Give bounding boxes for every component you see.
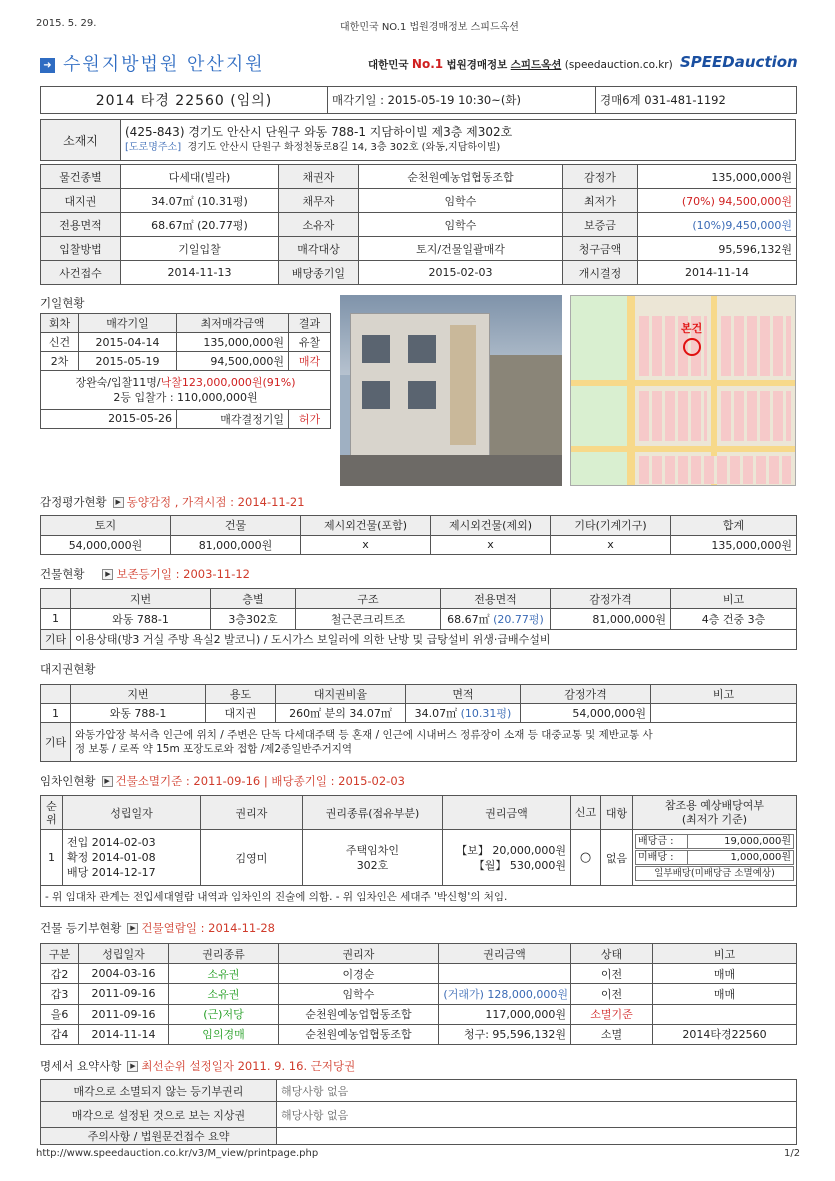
dividend-label: 배당금 : [636,835,688,848]
tenant-deposit: 【보】 20,000,000원 [456,843,566,857]
building-link[interactable]: 보존등기일 : 2003-11-12 [116,567,250,581]
summary-header [40,1058,355,1074]
building-etc: 이용상태(방3 거실 주방 욕실2 발코니) / 도시가스 보일러에 의한 난방 및 급탕설비 위생·급배수설비 [71,629,797,649]
registry-cell: 이전 [571,964,653,984]
summary-label: 매각으로 소멸되지 않는 등기부권리 [41,1080,277,1102]
appraisal-head: 건물 [171,516,301,536]
address-label: 소재지 [41,120,121,161]
summary-table [40,1079,797,1145]
appraisal-cell: 81,000,000원 [171,535,301,555]
schedule-head: 회차 [41,314,79,333]
appraisal-table [40,515,797,555]
building-head: 전용면적 [441,589,551,609]
info-label: 채무자 [279,189,359,213]
tenant-head: 대항 [601,796,633,830]
summary-label: 주의사항 / 법원문건접수 요약 [41,1128,277,1145]
info-value: 95,596,132원 [638,237,797,261]
tenant-head: 권리자 [201,796,303,830]
undividend-label: 미배당 : [636,851,688,864]
appraisal-cell: x [301,535,431,555]
info-value: 임학수 [359,189,563,213]
schedule-cell: 2015-04-14 [79,333,177,352]
tagline-url: (speedauction.co.kr) [564,59,673,71]
registry-link[interactable]: 건물열람일 : 2014-11-28 [141,921,275,935]
info-value: 34.07㎡ (10.31평) [121,189,279,213]
info-label: 전용면적 [41,213,121,237]
land-cell: 대지권 [206,704,276,723]
registry-right: 임의경매 [169,1024,279,1044]
dividend-value: 19,000,000원 [724,836,791,847]
summary-link[interactable]: 최선순위 설정일자 2011. 9. 16. 근저당권 [141,1059,356,1073]
registry-table [40,943,797,1045]
registry-cell: (거래가) 128,000,000원 [439,984,571,1004]
info-value: 2014-11-14 [638,261,797,285]
info-value: 임학수 [359,213,563,237]
case-number: 2014 타경 22560 (임의) [41,87,328,114]
info-label: 청구금액 [563,237,638,261]
tenant-table [40,795,797,907]
footer-url: http://www.speedauction.co.kr/v3/M_view/printpage.php [36,1148,319,1159]
summary-value: 해당사항 없음 [277,1080,797,1102]
schedule-head: 결과 [289,314,331,333]
schedule-table [40,313,331,429]
registry-cell: 갑2 [41,964,79,984]
tagline-pre: 대한민국 [368,59,409,71]
tenant-note: - 위 임대차 관계는 전입세대열람 내역과 임차인의 진술에 의함. - 위 임차인은 세대주 '박신형'의 처임. [41,886,797,907]
appraisal-link[interactable]: 동양감정 , 가격시점 : 2014-11-21 [126,495,305,509]
tenant-monthly: 【월】 530,000원 [473,858,566,872]
info-label: 입찰방법 [41,237,121,261]
map-label-main: 본건 [681,322,703,335]
print-title: 대한민국 NO.1 법원경매정보 스피드옥션 [340,22,519,33]
appraisal-head: 기타(기계기구) [551,516,671,536]
registry-cell: 2004-03-16 [79,964,169,984]
court-icon: ➜ [40,58,55,73]
dividend-note: 일부배당(미배당금 소멸예상) [635,866,794,881]
arrow-icon[interactable]: ▶ [127,923,138,934]
appraisal-title: 감정평가현황 [40,495,107,509]
building-head: 지번 [71,589,211,609]
registry-right: 소유권 [169,964,279,984]
arrow-icon[interactable]: ▶ [102,569,113,580]
building-cell: 3층302호 [211,609,296,629]
land-head: 대지권비율 [276,685,406,704]
footer-page: 1/2 [784,1148,801,1159]
tenant-report: ○ [571,830,601,886]
tenant-head: 권리종류(점유부분) [303,796,443,830]
building-etc-label: 기타 [41,629,71,649]
winner-price: 낙찰123,000,000원(91%) [160,376,296,390]
tagline-no1: No.1 [411,57,444,71]
decision-label: 매각결정기일 [177,409,289,428]
registry-cell: 갑3 [41,984,79,1004]
land-cell: 1 [41,704,71,723]
tenant-head: 권리금액 [443,796,571,830]
registry-head: 권리금액 [439,944,571,964]
tenant-kind: 주택임차인 [345,843,400,857]
address-main: (425-843) 경기도 안산시 단원구 와동 788-1 지담하이빌 제3층 제302호 [125,125,513,139]
tenant-head: 순위 [41,796,63,830]
arrow-icon[interactable]: ▶ [102,776,113,787]
summary-label: 매각으로 설정된 것으로 보는 지상권 [41,1102,277,1128]
land-cell: 260㎡ 분의 34.07㎡ [276,704,406,723]
schedule-cell: 94,500,000원 [177,352,289,371]
appraisal-cell: 135,000,000원 [671,535,797,555]
info-value: 135,000,000원 [638,165,797,189]
info-label: 물건종별 [41,165,121,189]
road-address-tag[interactable]: [도로명주소] [125,142,182,153]
appraisal-head: 제시외건물(포함) [301,516,431,536]
building-title: 건물현황 [40,567,85,581]
logo-auction: auction [734,53,798,71]
info-label: 대지권 [41,189,121,213]
registry-cell: 임학수 [279,984,439,1004]
appraisal-cell: x [551,535,671,555]
info-label: 사건접수 [41,261,121,285]
building-cell: 철근콘크리트조 [296,609,441,629]
building-area: 68.67㎡ [447,612,490,626]
info-label: 개시결정 [563,261,638,285]
tenant-date: 확정 2014-01-08 [67,851,156,864]
summary-title: 명세서 요약사항 [40,1059,122,1073]
building-cell: 81,000,000원 [551,609,671,629]
building-area-pyeong: (20.77평) [493,612,544,626]
info-label: 배당종기일 [279,261,359,285]
schedule-title: 기일현황 [40,296,85,310]
info-value: 기일입찰 [121,237,279,261]
info-value: 토지/건물일괄매각 [359,237,563,261]
arrow-icon[interactable]: ▶ [113,497,124,508]
building-cell: 1 [41,609,71,629]
appraisal-header [40,494,305,510]
building-cell: 와동 788-1 [71,609,211,629]
print-date: 2015. 5. 29. [36,18,97,29]
land-etc-label: 기타 [41,723,71,762]
land-etc-line2: 정 보통 / 로폭 약 15m 포장도로와 접함 /제2종일반주거지역 [75,743,353,755]
min-price: (70%) 94,500,000원 [638,189,797,213]
appraisal-head: 제시외건물(제외) [431,516,551,536]
case-header-table [40,86,797,114]
info-label: 소유자 [279,213,359,237]
summary-value: 해당사항 없음 [277,1102,797,1128]
tenant-kind-part: 302호 [356,858,389,872]
tenant-link[interactable]: 건물소멸기준 : 2011-09-16 | 배당종기일 : 2015-02-03 [115,774,405,788]
registry-cell [653,1004,797,1024]
land-area-pyeong: (10.31평) [460,707,512,720]
building-photo[interactable] [340,295,562,486]
schedule-cell: 2015-05-19 [79,352,177,371]
tenant-oppose: 없음 [601,830,633,886]
land-head: 지번 [71,685,206,704]
schedule-cell: 135,000,000원 [177,333,289,352]
tenant-date: 전입 2014-02-03 [67,836,156,849]
decision-date: 2015-05-26 [41,409,177,428]
dept-phone: 경매6계 031-481-1192 [596,87,797,114]
registry-cell: 갑4 [41,1024,79,1044]
info-label: 보증금 [563,213,638,237]
registry-cell: 소멸 [571,1024,653,1044]
appraisal-head: 합계 [671,516,797,536]
registry-cell [439,964,571,984]
tenant-holder: 김영미 [201,830,303,886]
sale-date: 매각기일 : 2015-05-19 10:30~(화) [328,87,596,114]
land-area: 34.07㎡ [414,707,458,720]
court-name: 수원지방법원 안산지원 [63,54,265,75]
building-head: 구조 [296,589,441,609]
info-label: 최저가 [563,189,638,213]
registry-cell: 순천원예농업협동조합 [279,1004,439,1024]
address-table [40,119,796,161]
registry-cell: 2014-11-14 [79,1024,169,1044]
logo-speed: SPEED [680,53,735,71]
schedule-head: 최저매각금액 [177,314,289,333]
schedule-cell: 2차 [41,352,79,371]
tenant-head: 성립일자 [63,796,201,830]
info-value: 68.67㎡ (20.77평) [121,213,279,237]
tenant-date: 배당 2014-12-17 [67,866,156,879]
summary-value [277,1128,797,1145]
land-title: 대지권현황 [40,662,96,676]
info-label: 매각대상 [279,237,359,261]
registry-cell: 이전 [571,984,653,1004]
registry-head: 상태 [571,944,653,964]
land-etc-line1: 와동가압장 북서측 인근에 위치 / 주변은 단독 다세대주택 등 혼재 / 인근에 시내버스 정류장이 소재 등 대중교통 및 제반교통 사 [75,729,653,741]
registry-head: 권리종류 [169,944,279,964]
registry-head: 비고 [653,944,797,964]
registry-cell: 매매 [653,964,797,984]
registry-head: 권리자 [279,944,439,964]
tenant-head: 참조용 예상배당여부 [664,798,765,812]
building-head: 감정가격 [551,589,671,609]
info-value: 2015-02-03 [359,261,563,285]
deposit: (10%)9,450,000원 [638,213,797,237]
tagline-mid: 법원경매정보 [446,59,508,71]
registry-right: 소유권 [169,984,279,1004]
land-head: 용도 [206,685,276,704]
decision-result: 허가 [289,409,331,428]
appraisal-cell: x [431,535,551,555]
info-label: 감정가 [563,165,638,189]
registry-cell: 을6 [41,1004,79,1024]
appraisal-head: 토지 [41,516,171,536]
schedule-result-sold: 매각 [289,352,331,371]
land-head: 감정가격 [521,685,651,704]
brand-logo [680,53,798,71]
registry-right: (근)저당 [169,1004,279,1024]
tenant-head: 신고 [571,796,601,830]
arrow-icon[interactable]: ▶ [127,1061,138,1072]
registry-cell: 이경순 [279,964,439,984]
land-cell: 54,000,000원 [521,704,651,723]
target-marker-icon [683,338,701,356]
registry-cell: 2014타경22560 [653,1024,797,1044]
registry-header [40,920,275,936]
winner-info: 장완숙/입찰11명/ [75,376,161,390]
registry-status-base: 소멸기준 [571,1004,653,1024]
registry-head: 구분 [41,944,79,964]
registry-cell: 2011-09-16 [79,1004,169,1024]
tagline-name: 스피드옥션 [510,59,562,71]
info-value: 2014-11-13 [121,261,279,285]
building-head: 비고 [671,589,797,609]
brand-tagline [368,57,673,72]
schedule-cell: 신건 [41,333,79,352]
tenant-title: 임차인현황 [40,774,96,788]
land-head: 비고 [651,685,797,704]
second-bid: 2등 입찰가 : 110,000,000원 [113,391,258,405]
registry-cell: 117,000,000원 [439,1004,571,1024]
info-value: 다세대(빌라) [121,165,279,189]
appraisal-cell: 54,000,000원 [41,535,171,555]
info-label: 채권자 [279,165,359,189]
building-table [40,588,797,650]
registry-cell: 매매 [653,984,797,1004]
land-cell: 와동 788-1 [71,704,206,723]
info-table [40,164,797,285]
schedule-cell: 유찰 [289,333,331,352]
building-header [40,566,250,582]
tenant-num: 1 [41,830,63,886]
info-value: 순천원예농업협동조합 [359,165,563,189]
road-address: 경기도 안산시 단원구 화정천동로8길 14, 3층 302호 (와동,지담하이빌) [187,142,501,153]
registry-cell: 순천원예농업협동조합 [279,1024,439,1044]
registry-cell: 2011-09-16 [79,984,169,1004]
land-cell [651,704,797,723]
land-table [40,684,797,762]
building-cell: 4층 건중 3층 [671,609,797,629]
location-map[interactable] [570,295,796,486]
registry-head: 성립일자 [79,944,169,964]
tenant-header [40,773,405,789]
registry-cell: 청구: 95,596,132원 [439,1024,571,1044]
registry-title: 건물 등기부현황 [40,921,122,935]
building-head: 층별 [211,589,296,609]
land-head: 면적 [406,685,521,704]
schedule-head: 매각기일 [79,314,177,333]
tenant-head-sub: (최저가 기준) [681,812,748,826]
undividend-value: 1,000,000원 [730,852,791,863]
